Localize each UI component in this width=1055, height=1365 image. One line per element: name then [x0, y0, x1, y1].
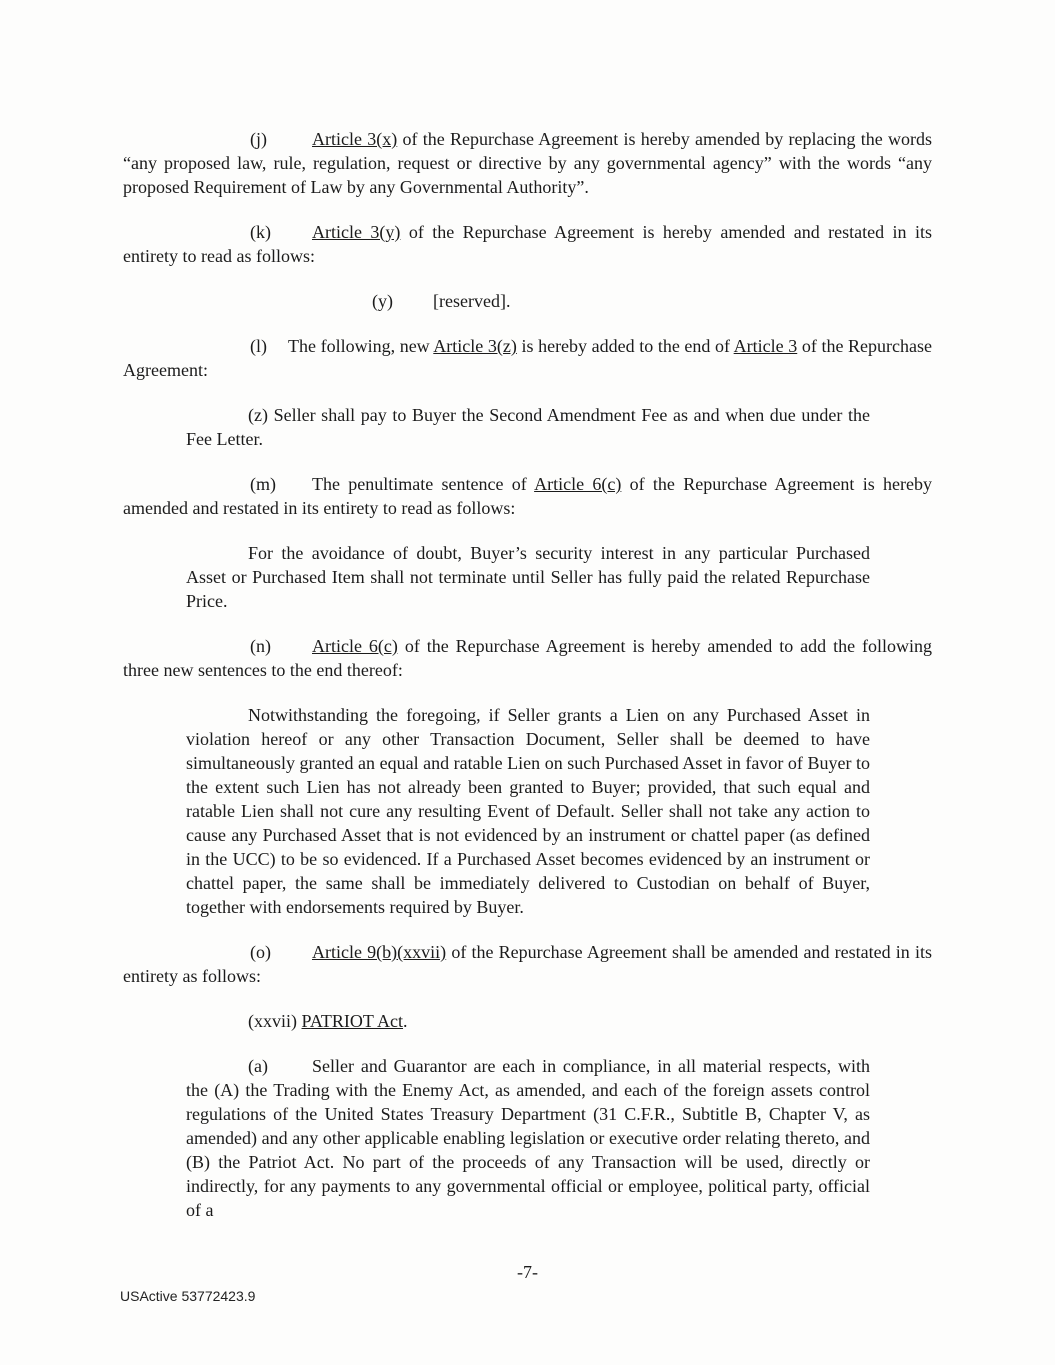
article-ref-3z: Article 3(z)	[433, 336, 517, 356]
quoted-block-a	[186, 1054, 870, 1222]
article-ref-9b-xxvii: Article 9(b)(xxvii)	[312, 942, 447, 962]
article-ref-6c-2: Article 6(c)	[312, 636, 398, 656]
list-label-l: (l)	[250, 336, 267, 356]
paragraph-o	[123, 940, 932, 988]
paragraph-n-text: of the Repurchase Agreement is hereby amended to add the following three new sentences to the end thereof:	[123, 636, 932, 680]
list-label-y: (y)	[372, 291, 393, 311]
list-label-a: (a)	[248, 1056, 268, 1076]
article-ref-3x: Article 3(x)	[312, 129, 398, 149]
article-ref-3y: Article 3(y)	[312, 222, 401, 242]
paragraph-n	[123, 634, 932, 682]
quoted-block-avoidance-text: For the avoidance of doubt, Buyer’s security interest in any particular Purchased Asset or Purchased Item shall not terminate until Seller has fully paid the related Repurchase Price.	[186, 543, 870, 611]
list-label-m: (m)	[250, 474, 276, 494]
page-number: -7-	[517, 1262, 538, 1282]
list-label-k: (k)	[250, 222, 271, 242]
article-ref-3: Article 3	[733, 336, 798, 356]
paragraph-m-text-2: of the Repurchase Agreement is hereby amended and restated in its entirety to read as follows:	[123, 474, 932, 518]
paragraph-l-text-3: of the Repurchase Agreement:	[123, 336, 932, 380]
document-id-stamp: USActive 53772423.9	[120, 1288, 256, 1304]
patriot-act-period: .	[403, 1011, 408, 1031]
paragraph-l-text-2: is hereby added to the end of	[516, 336, 734, 356]
paragraph-m-text-1: The penultimate sentence of	[312, 474, 535, 494]
quoted-block-notwithstanding	[186, 703, 870, 919]
list-label-n: (n)	[250, 636, 271, 656]
paragraph-l-text-1: The following, new	[288, 336, 434, 356]
paragraph-m	[123, 472, 932, 520]
paragraph-k	[123, 220, 932, 268]
quoted-block-avoidance	[186, 541, 870, 613]
paragraph-o-text: of the Repurchase Agreement shall be amended and restated in its entirety as follows:	[123, 942, 932, 986]
quoted-block-z-text: (z) Seller shall pay to Buyer the Second Amendment Fee as and when due under the Fee Letter.	[186, 405, 870, 449]
list-label-j: (j)	[250, 129, 267, 149]
list-label-xxvii: (xxvii)	[248, 1011, 302, 1031]
paragraph-y-reserved	[123, 289, 932, 313]
paragraph-j	[123, 127, 932, 199]
quoted-block-a-text: Seller and Guarantor are each in compliance, in all material respects, with the (A) the Trading with the Enemy Act, as amended, and each of the foreign assets control regulations of the United States Treasury Department (31 C.F.R., Subtitle B, Chapter V, as amended) and any other applicable enabling legislation or executive order relating thereto, and (B) the Patriot Act. No part of the proceeds of any Transaction will be used, directly or indirectly, for any payments to any governmental official or employee, political party, official of a	[186, 1056, 870, 1220]
document-body	[123, 127, 932, 1243]
patriot-act-heading: PATRIOT Act	[301, 1011, 404, 1031]
quoted-block-notwithstanding-text: Notwithstanding the foregoing, if Seller grants a Lien on any Purchased Asset in violation hereof or any other Transaction Document, Seller shall be deemed to have simultaneously granted an equal and ratable Lien on such Purchased Asset in favor of Buyer to the extent such Lien has not already been granted to Buyer; provided, that such equal and ratable Lien shall not cure any resulting Event of Default. Seller shall not take any action to cause any Purchased Asset that is not evidenced by an instrument or chattel paper (as defined in the UCC) to be so evidenced. If a Purchased Asset becomes evidenced by an instrument or chattel paper, the same shall be immediately delivered to Custodian on behalf of Buyer, together with endorsements required by Buyer.	[186, 705, 870, 917]
quoted-block-z	[186, 403, 870, 451]
paragraph-k-text: of the Repurchase Agreement is hereby amended and restated in its entirety to read as follows:	[123, 222, 932, 266]
article-ref-6c-1: Article 6(c)	[534, 474, 622, 494]
paragraph-j-text: of the Repurchase Agreement is hereby amended by replacing the words “any proposed law, rule, regulation, request or directive by any governmental agency” with the words “any proposed Requirement of Law by any Governmental Authority”.	[123, 129, 932, 197]
list-label-o: (o)	[250, 942, 271, 962]
paragraph-l	[123, 334, 932, 382]
paragraph-xxvii-heading	[123, 1009, 932, 1033]
reserved-text: [reserved].	[433, 291, 511, 311]
